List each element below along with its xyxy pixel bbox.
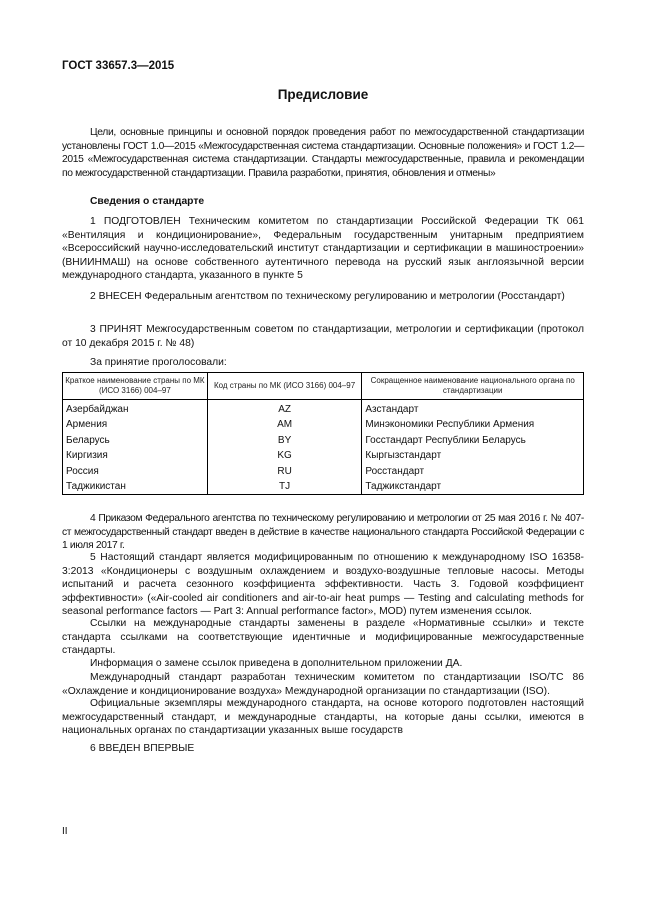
country-code: AZ [207,400,362,418]
item-2-paragraph: 2 ВНЕСЕН Федеральным агентством по техническому регулированию и метрологии (Росстандарт) [90,291,565,302]
intro-paragraph: Цели, основные принципы и основной порядок проведения работ по межгосударственной стандартизации установлены ГОСТ 1.0—2015 «Межгосударственная система стандартизации. Основные положения» и ГОСТ 1.2—2015 «Межгосударственная система стандартизации. Стандарты межгосударственные, правила и рекомендации по межгосударственной стандартизации. Правила разработки, принятия, обновления и отмены» [62,127,584,179]
header-country-name: Краткое наименование страны по МК (ИСО 3166) 004–97 [63,373,208,400]
country-name: Россия [63,464,208,479]
table-row [63,417,584,432]
page-number: II [62,826,68,837]
country-name: Киргизия [63,448,208,463]
standards-body: Таджикстандарт [362,479,584,495]
item-3-paragraph: 3 ПРИНЯТ Межгосударственным советом по стандартизации, метрологии и сертификации (протокол от 10 декабря 2015 г. № 48) [62,324,584,349]
standards-body: Росстандарт [362,464,584,479]
item-5-paragraph: 5 Настоящий стандарт является модифицированным по отношению к международному ISO 16358-3:2013 «Кондиционеры с воздушным охлаждением и воздухо-воздушные тепловые насосы. Методы испытаний и расчета сезонного коэффициента эффективности. Часть 3. Годовой коэффициент эффективности» («Air-cooled air conditioners and air-to-air heat pumps — Testing and calculating methods for seasonal performance factors — Part 3: Annual performance factor», MOD) путем изменения ссылок. [62,552,584,618]
table-row [63,433,584,448]
table-row [63,400,584,418]
header-standards-body: Сокращенное наименование национального органа по стандартизации [362,373,584,400]
country-name: Беларусь [63,433,208,448]
vote-table-header [63,373,584,400]
vote-table [62,372,584,495]
country-name: Армения [63,417,208,432]
country-code: TJ [207,479,362,495]
header-country-code: Код страны по МК (ИСО 3166) 004–97 [207,373,362,400]
item-6-paragraph: 6 ВВЕДЕН ВПЕРВЫЕ [90,743,195,754]
item-4-paragraph: 4 Приказом Федерального агентства по техническому регулированию и метрологии от 25 мая 2016 г. № 407-ст межгосударственный стандарт введен в действие в качестве национального стандарта Российской Федерации с 1 июля 2017 г. [62,513,584,552]
standards-body: Азстандарт [362,400,584,418]
country-name: Азербайджан [63,400,208,418]
item-5-developer: Международный стандарт разработан техническим комитетом по стандартизации ISO/TC 86 «Охлаждение и кондиционирование воздуха» Международной организации по стандартизации (ISO). [62,672,584,697]
page-title: Предисловие [277,87,369,102]
info-heading: Сведения о стандарте [90,196,205,207]
standards-body: Госстандарт Республики Беларусь [362,433,584,448]
document-code: ГОСТ 33657.3—2015 [62,60,175,72]
vote-label: За принятие проголосовали: [90,357,227,368]
item-5-appendix-note: Информация о замене ссылок приведена в дополнительном приложении ДА. [90,658,463,669]
standards-body: Минэкономики Республики Армения [362,417,584,432]
country-code: BY [207,433,362,448]
item-1-paragraph: 1 ПОДГОТОВЛЕН Техническим комитетом по стандартизации Российской Федерации ТК 061 «Вентиляция и кондиционирование», Федеральным государственным унитарным предприятием «Всероссийский научно-исследовательский институт стандартизации и сертификации в машиностроении» (ВНИИНМАШ) на основе собственного аутентичного перевода на русский язык англоязычной версии международного стандарта, указанного в пункте 5 [62,216,584,282]
standards-body: Кыргызстандарт [362,448,584,463]
table-row [63,448,584,463]
country-name: Таджикистан [63,479,208,495]
table-row [63,464,584,479]
item-5-official-copies: Официальные экземпляры международного стандарта, на основе которого подготовлен настоящий межгосударственный стандарт, и международные стандарты, на которые даны ссылки, имеются в национальных органах по стандартизации указанных выше государств [62,698,584,737]
country-code: RU [207,464,362,479]
country-code: AM [207,417,362,432]
item-5-references: Ссылки на международные стандарты заменены в разделе «Нормативные ссылки» и тексте стандарта ссылками на соответствующие идентичные и модифицированные межгосударственные стандарты. [62,618,584,657]
country-code: KG [207,448,362,463]
table-row [63,479,584,495]
